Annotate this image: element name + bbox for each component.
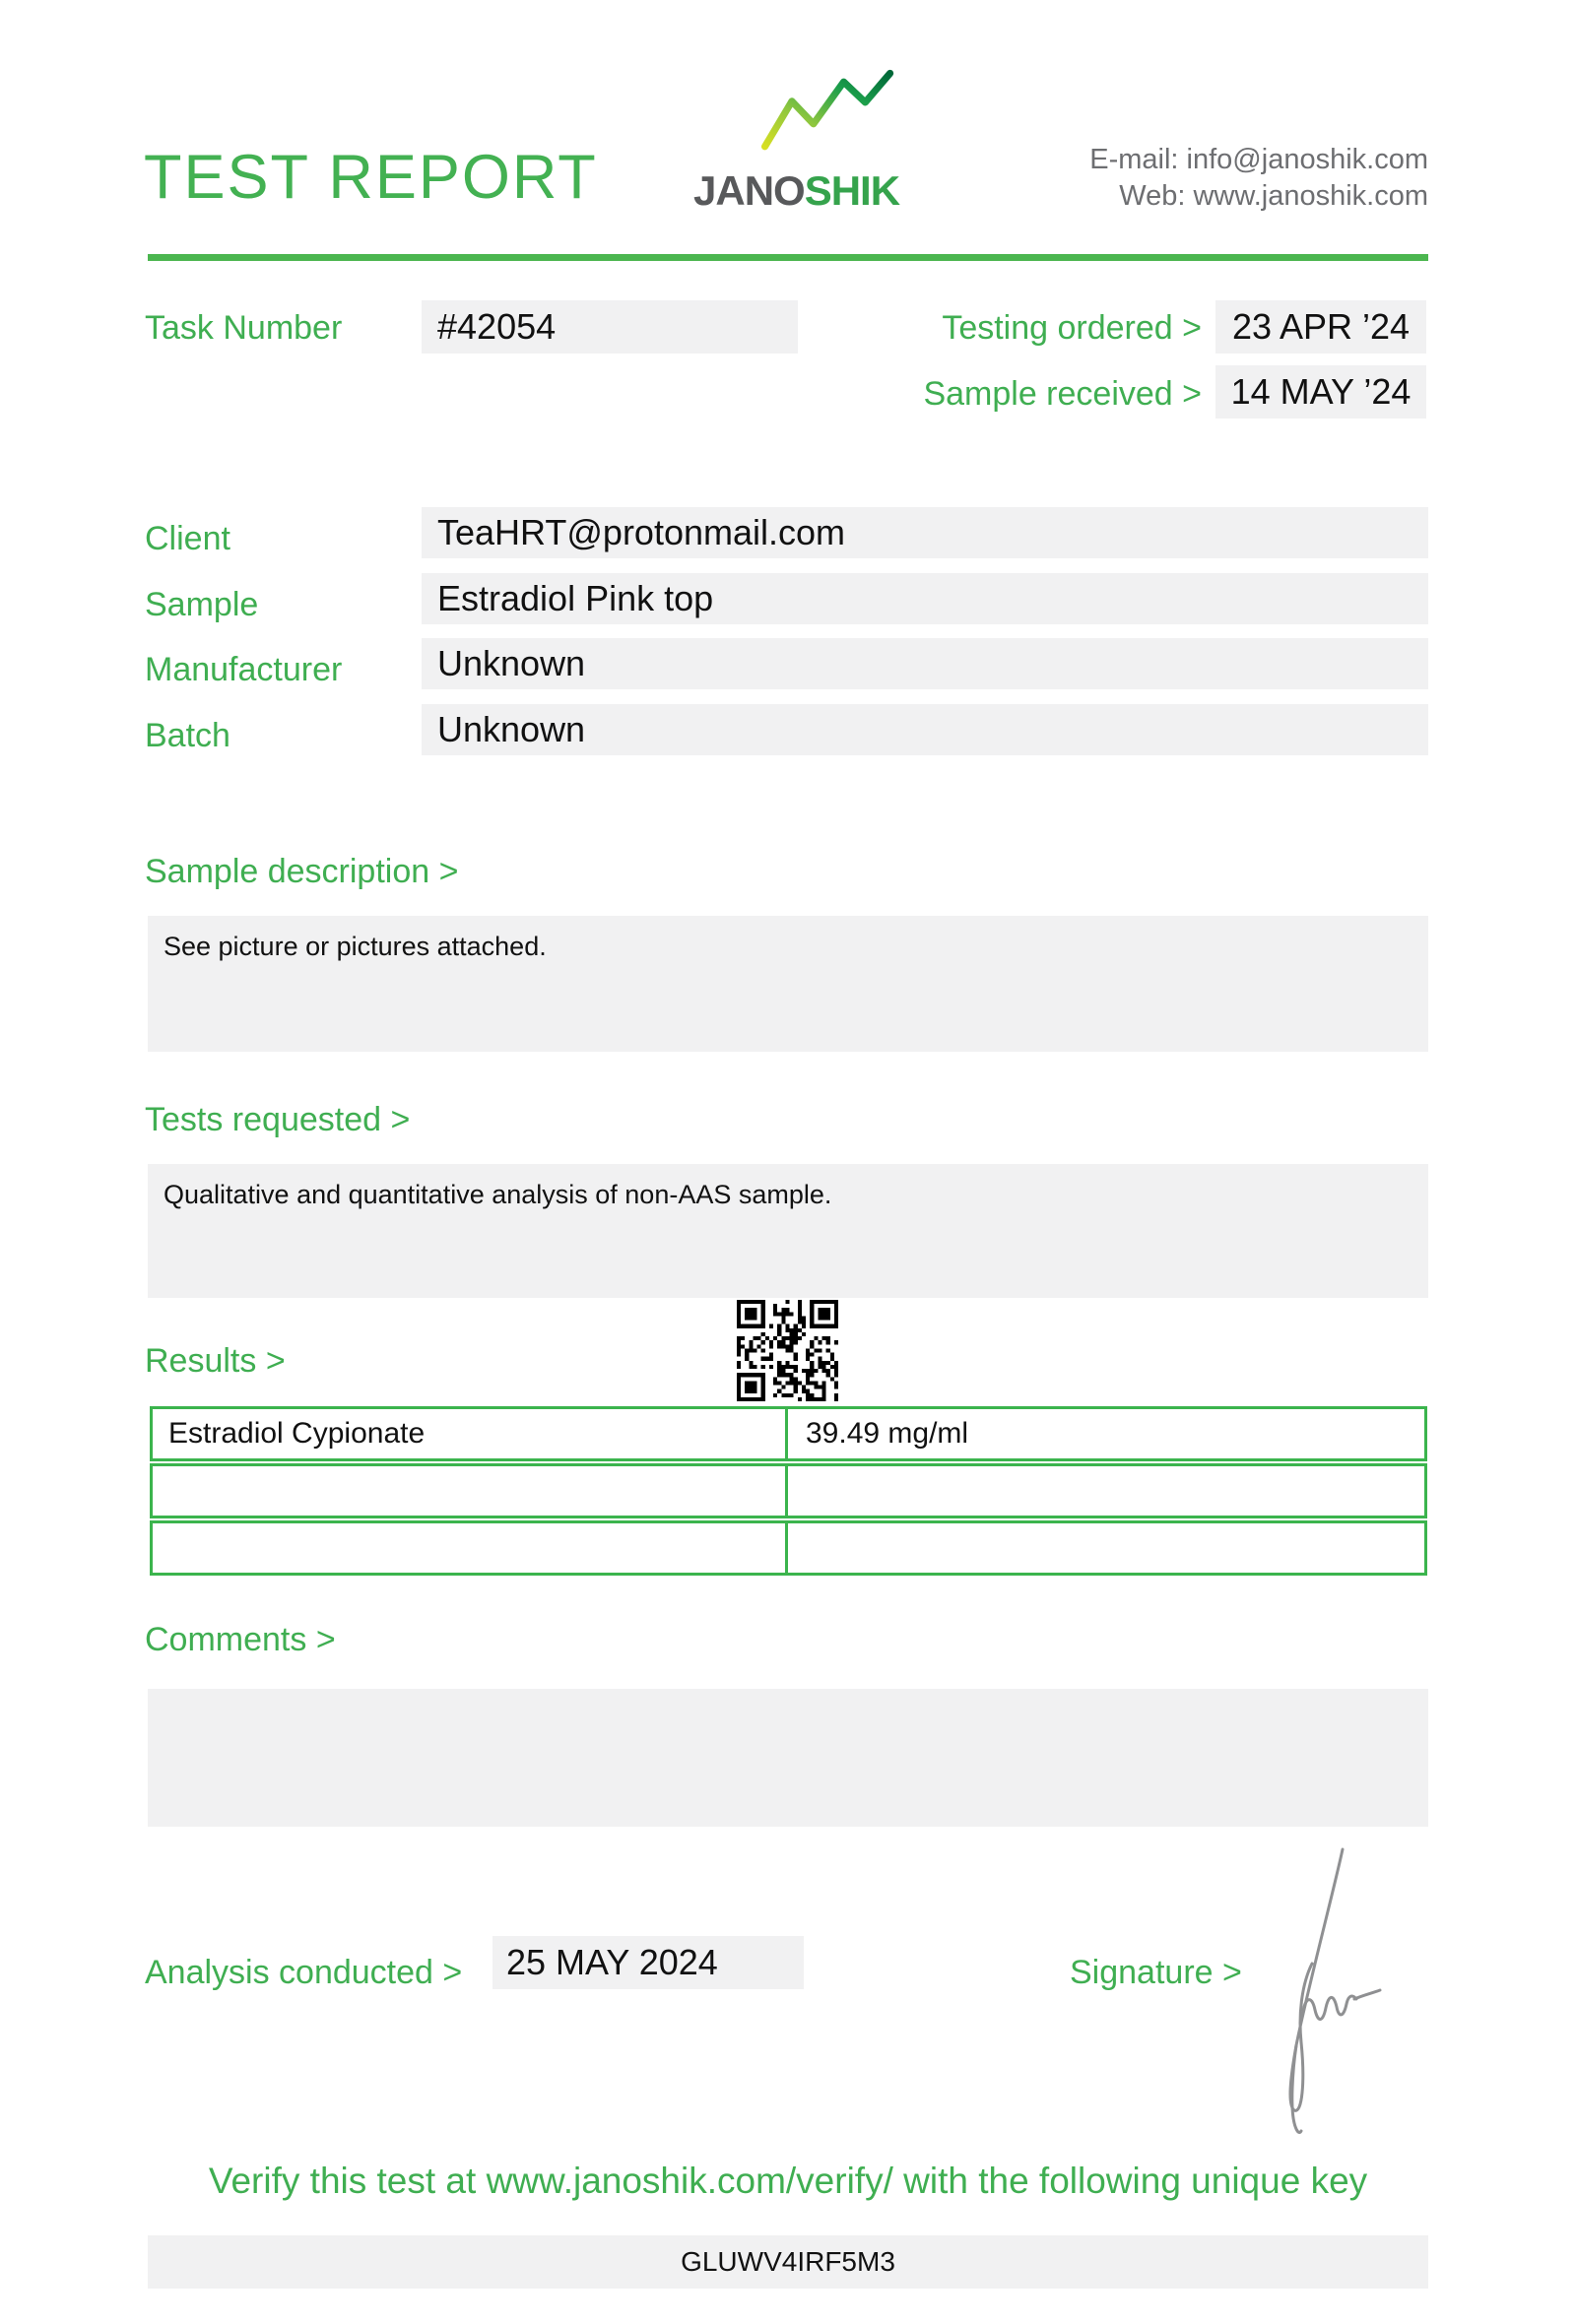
handwritten-signature bbox=[1266, 1843, 1394, 2139]
analysis-conducted-label: Analysis conducted > bbox=[145, 1954, 463, 1991]
result-concentration bbox=[788, 1466, 1424, 1516]
analysis-conducted-date: 25 MAY 2024 bbox=[492, 1936, 804, 1989]
results-table bbox=[150, 1406, 1427, 1578]
client-label: Client bbox=[145, 520, 230, 557]
signature-label: Signature > bbox=[1070, 1954, 1242, 1991]
table-row bbox=[150, 1463, 1427, 1518]
trend-chart-icon bbox=[758, 69, 906, 160]
sample-received-date: 14 MAY ’24 bbox=[1215, 365, 1426, 419]
result-substance bbox=[153, 1523, 788, 1573]
header-divider bbox=[148, 254, 1428, 261]
client-value: TeaHRT@protonmail.com bbox=[422, 507, 1428, 558]
qr-code bbox=[737, 1300, 838, 1401]
contact-web: Web: www.janoshik.com bbox=[1119, 180, 1428, 212]
task-number-label: Task Number bbox=[145, 309, 343, 347]
result-concentration: 39.49 mg/ml bbox=[806, 1417, 969, 1450]
testing-ordered-label: Testing ordered > bbox=[942, 309, 1202, 347]
result-substance bbox=[153, 1466, 788, 1516]
task-number-value: #42054 bbox=[422, 300, 798, 354]
batch-label: Batch bbox=[145, 717, 230, 754]
contact-email: E-mail: info@janoshik.com bbox=[1089, 144, 1428, 175]
results-heading: Results > bbox=[145, 1342, 286, 1380]
result-substance: Estradiol Cypionate bbox=[153, 1409, 788, 1458]
comments-body bbox=[148, 1689, 1428, 1827]
batch-value: Unknown bbox=[422, 704, 1428, 755]
brand-wordmark bbox=[693, 167, 926, 215]
contact-block bbox=[1089, 142, 1428, 215]
tests-requested-heading: Tests requested > bbox=[145, 1101, 411, 1138]
testing-ordered-date: 23 APR ’24 bbox=[1215, 300, 1426, 354]
table-row bbox=[150, 1406, 1427, 1461]
comments-heading: Comments > bbox=[145, 1621, 336, 1658]
table-row bbox=[150, 1520, 1427, 1576]
sample-value: Estradiol Pink top bbox=[422, 573, 1428, 624]
sample-label: Sample bbox=[145, 586, 259, 623]
brand-shik: SHIK bbox=[804, 167, 900, 214]
manufacturer-value: Unknown bbox=[422, 638, 1428, 689]
sample-description-body: See picture or pictures attached. bbox=[148, 916, 1428, 1052]
tests-requested-body: Qualitative and quantitative analysis of non-AAS sample. bbox=[148, 1164, 1428, 1298]
brand-jano: JANO bbox=[693, 167, 805, 214]
unique-key: GLUWV4IRF5M3 bbox=[148, 2235, 1428, 2289]
manufacturer-label: Manufacturer bbox=[145, 651, 343, 688]
page-title: TEST REPORT bbox=[144, 143, 598, 212]
sample-received-label: Sample received > bbox=[923, 375, 1202, 413]
verify-instruction: Verify this test at www.janoshik.com/verify/ with the following unique key bbox=[208, 2161, 1368, 2201]
result-concentration bbox=[788, 1523, 1424, 1573]
sample-description-heading: Sample description > bbox=[145, 853, 459, 890]
